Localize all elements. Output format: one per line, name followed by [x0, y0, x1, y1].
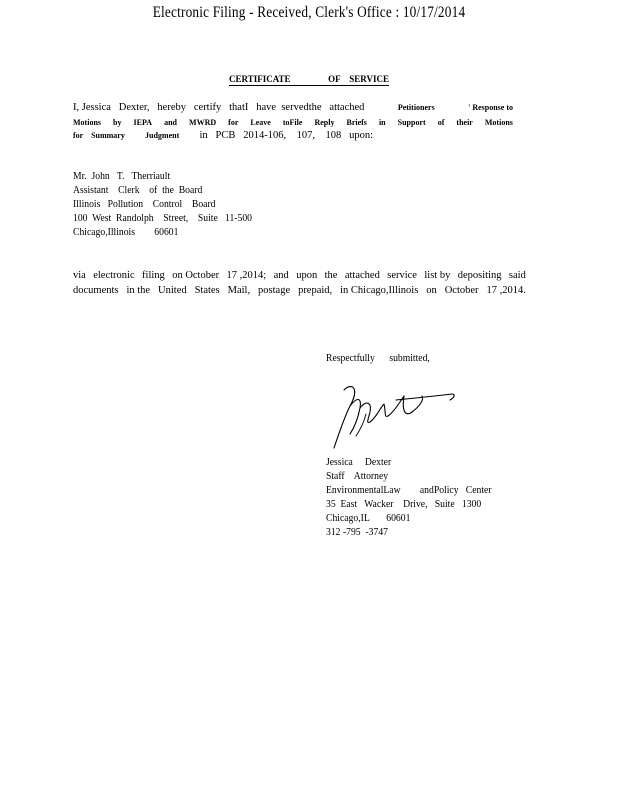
service-line-2-word: October [444, 285, 479, 296]
service-line-1-word: via [73, 270, 86, 281]
service-line-1-word: list by [424, 270, 451, 281]
certificate-line-2-words [73, 116, 513, 129]
service-line-1-word: attached [344, 270, 380, 281]
service-line-2 [73, 283, 526, 298]
certificate-line-2-word: Briefs [346, 118, 367, 127]
certificate-line-2-word: IEPA [133, 118, 153, 127]
recipient-address [73, 170, 252, 240]
certificate-line-1 [73, 101, 513, 114]
certificate-line-2-word: in [378, 118, 386, 127]
certificate-line-2-word: Leave [250, 118, 271, 127]
certificate-heading [229, 74, 389, 86]
certificate-heading-part2: OF SERVICE [328, 74, 389, 84]
certificate-line-2-word: of [437, 118, 445, 127]
recipient-title: Assistant Clerk of the Board [73, 185, 203, 196]
electronic-filing-stamp: Electronic Filing - Received, Clerk's Office : 10/17/2014 [152, 4, 466, 21]
recipient-name: Mr. John T. Therriault [73, 171, 171, 182]
service-line-1-word: on October [172, 270, 220, 281]
certificate-line-2 [73, 116, 513, 129]
certificate-line-3 [73, 129, 513, 142]
signer-org: EnvironmentalLaw andPolicy Center [326, 485, 492, 496]
recipient-street: 100 West Randolph Street, Suite 11-500 [73, 213, 252, 224]
pcb-case-numbers: in PCB 2014-106, 107, 108 upon: [199, 130, 373, 141]
service-line-1-word: service [387, 270, 417, 281]
certificate-line-2-word: and [164, 118, 177, 127]
service-line-2-word: on [426, 285, 437, 296]
recipient-city: Chicago,Illinois 60601 [73, 227, 179, 238]
certificate-line-2-word: toFile [282, 118, 303, 127]
service-line-2-word: in Chicago,Illinois [340, 285, 419, 296]
service-line-2-word: in the [126, 285, 151, 296]
signer-name: Jessica Dexter [326, 457, 392, 468]
service-line-2-word: Mail, [227, 285, 251, 296]
service-line-2-word: postage [258, 285, 291, 296]
service-line-1-word: upon [296, 270, 318, 281]
recipient-org: Illinois Pollution Control Board [73, 199, 216, 210]
service-line-2-word: documents [73, 285, 119, 296]
signer-title: Staff Attorney [326, 471, 389, 482]
summary-label: for Summary [73, 131, 125, 140]
certificate-line-2-word: MWRD [189, 118, 217, 127]
certificate-line-1-text: I, Jessica Dexter, hereby certify thatI have servedthe attached [73, 102, 365, 113]
signer-phone: 312 -795 -3747 [326, 527, 388, 538]
service-line-1 [73, 268, 526, 283]
certificate-line-2-word: Motions [73, 118, 101, 127]
signer-block [326, 456, 492, 540]
service-line-1-word: electronic [93, 270, 135, 281]
certificate-line-2-word: Reply [314, 118, 335, 127]
service-line-2-word: prepaid, [298, 285, 333, 296]
certificate-line-2-word: for [228, 118, 239, 127]
service-line-2-word: States [194, 285, 220, 296]
service-line-1-word: said [508, 270, 526, 281]
petitioners-label: Petitioners [397, 103, 435, 112]
service-line-1-word: depositing [457, 270, 502, 281]
service-line-1-word: and [273, 270, 289, 281]
certificate-line-2-word: Support [397, 118, 426, 127]
certificate-line-2-word: by [113, 118, 122, 127]
service-line-2-word: 17 ,2014. [486, 285, 526, 296]
service-line-1-word: the [324, 270, 338, 281]
service-line-2-word: United [158, 285, 187, 296]
closing-text: Respectfully submitted, [326, 353, 430, 364]
service-line-1-word: filing [142, 270, 165, 281]
judgment-label: Judgment [145, 131, 180, 140]
certificate-heading-part1: CERTIFICATE [229, 74, 291, 84]
certificate-line-2-word: their [456, 118, 473, 127]
response-label: ' Response to [468, 103, 513, 112]
signer-city: Chicago,IL 60601 [326, 513, 411, 524]
certificate-line-2-word: Motions [484, 118, 513, 127]
service-paragraph [73, 268, 526, 298]
handwritten-signature [326, 378, 462, 452]
service-line-1-word: 17 ,2014; [226, 270, 267, 281]
signer-street: 35 East Wacker Drive, Suite 1300 [326, 499, 482, 510]
